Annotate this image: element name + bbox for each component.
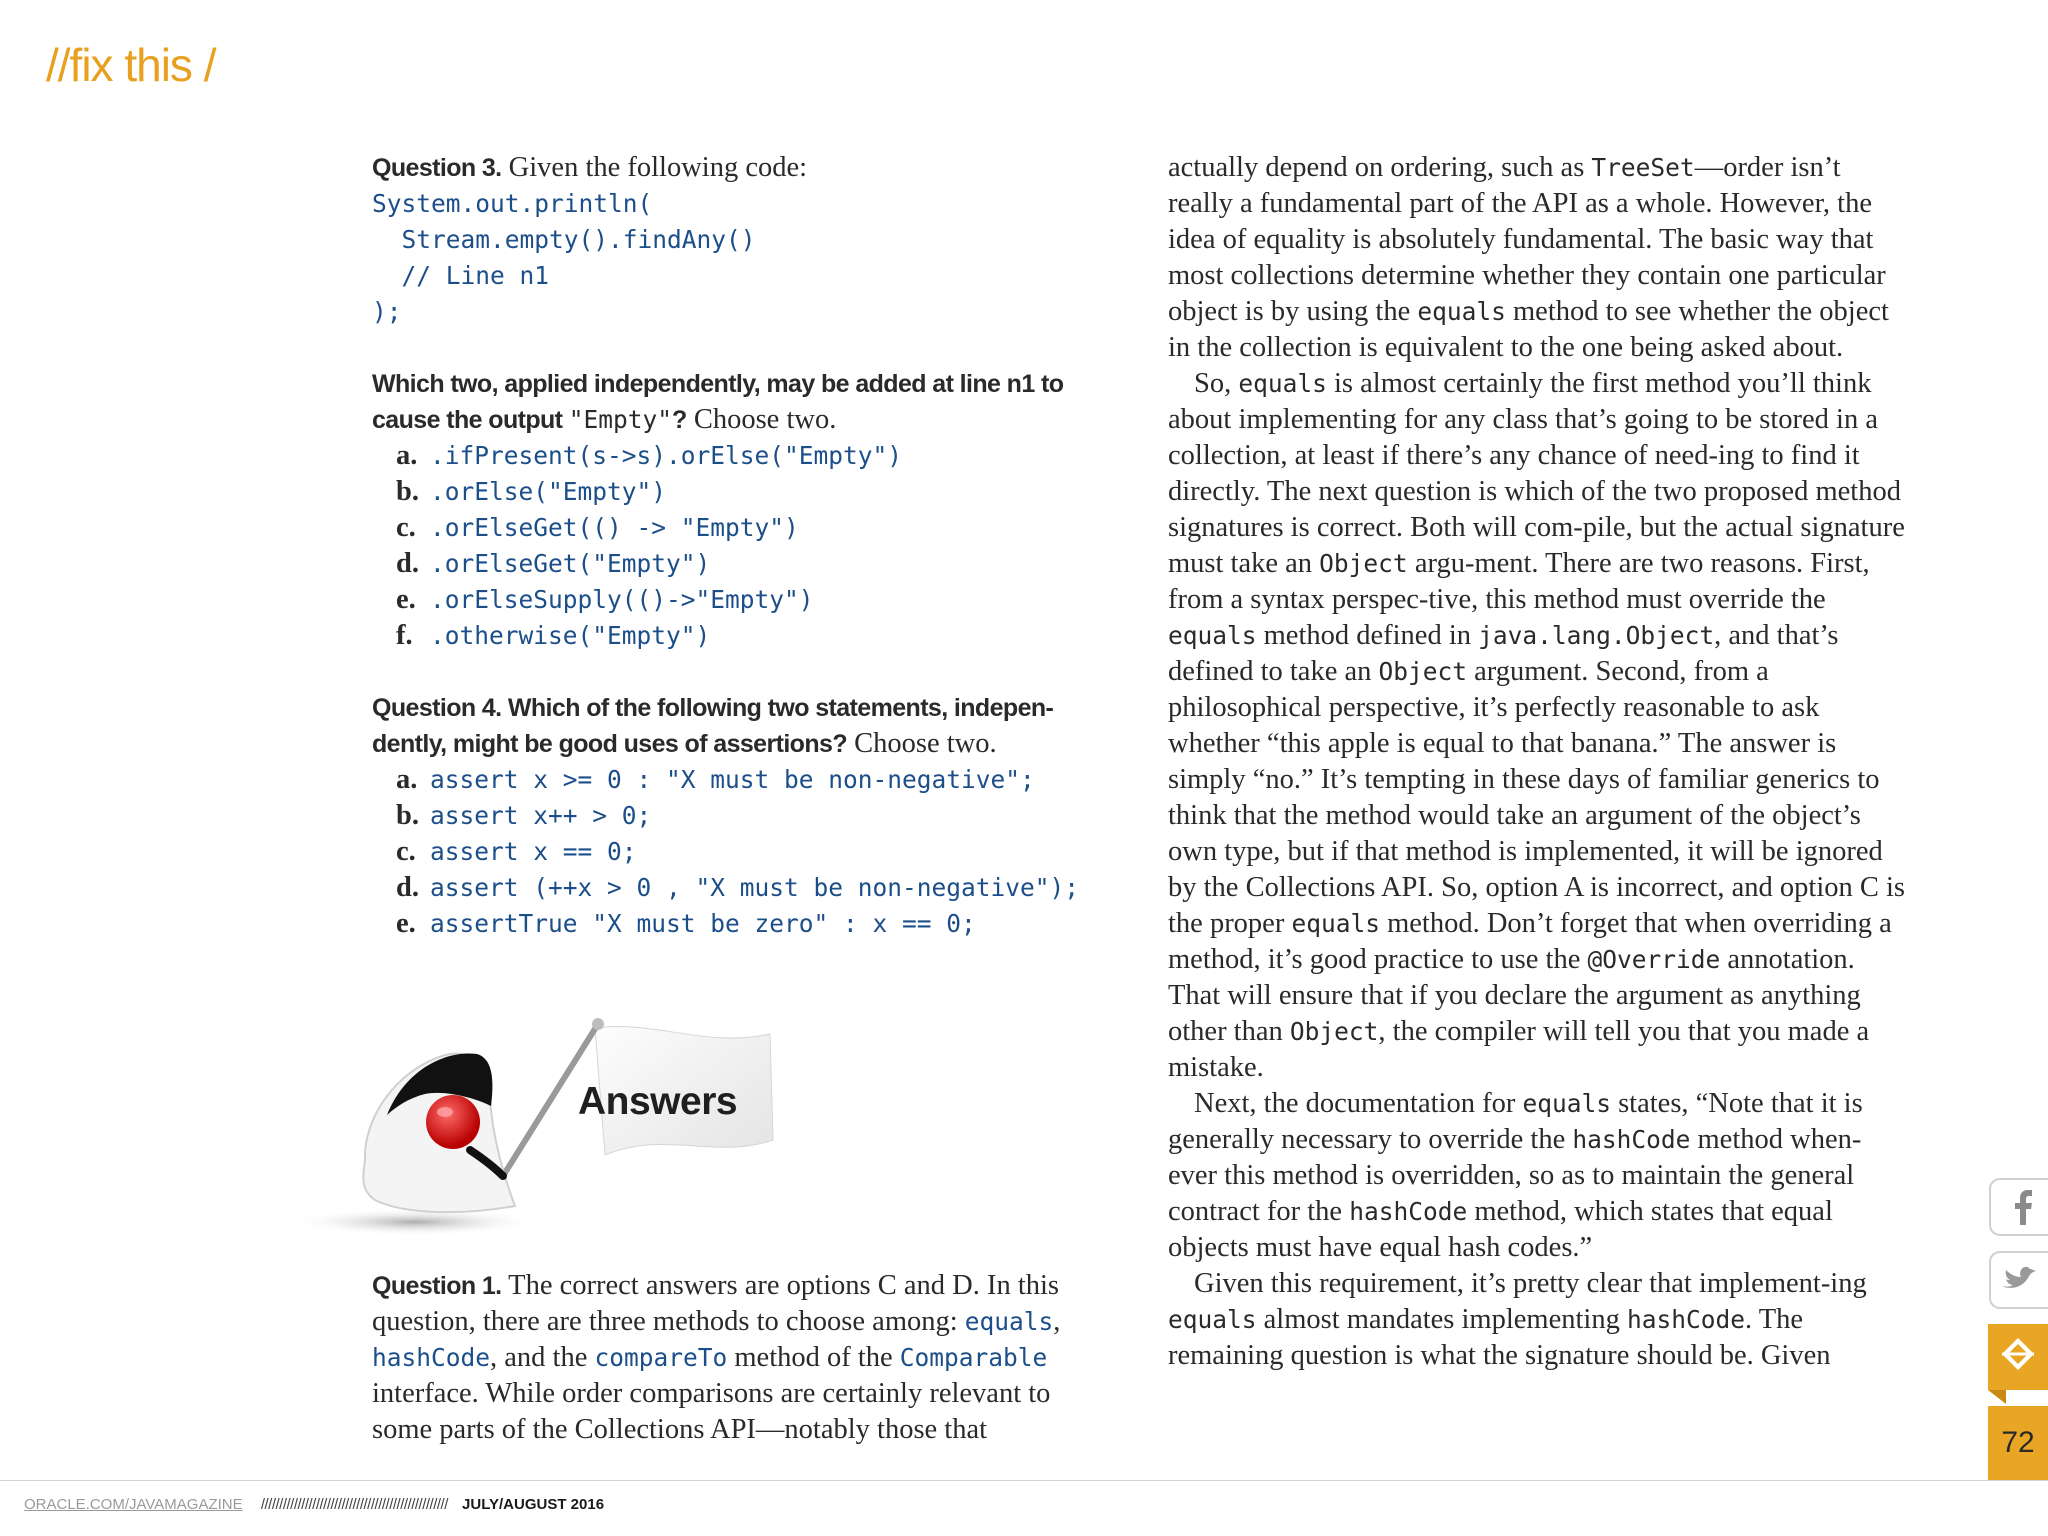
page-number: 72 [1988, 1406, 2048, 1480]
right-column [1168, 150, 1908, 1374]
footer-divider [0, 1480, 2048, 1481]
option-item: e. assertTrue "X must be zero" : x == 0; [396, 908, 976, 939]
option-item: e. .orElseSupply(()->"Empty") [396, 584, 814, 615]
footer-decoration: /////////////////////////////////////////////////// [260, 1496, 448, 1513]
bookmark-icon [1988, 1324, 2048, 1406]
paragraph: Next, the documentation for equals states, “Note that it is generally necessary to override the hashCode method when-ever this method is overridden, so as to maintain the general contract for the hashCode method, which states that equal objects must have equal hash codes.” [1168, 1088, 1863, 1263]
paragraph: actually depend on ordering, such as TreeSet—order isn’t really a fundamental part of the API as a whole. However, the idea of equality is absolutely fundamental. The basic way that most collections determine whether they contain one particular object is by using the equals method to see whether the object in the collection is equivalent to the one being asked about. [1168, 152, 1889, 363]
twitter-icon [1988, 1250, 2048, 1310]
magazine-link[interactable]: ORACLE.COM/JAVAMAGAZINE [24, 1496, 243, 1513]
issue-date: JULY/AUGUST 2016 [462, 1496, 605, 1513]
duke-mascot-answers-flag [305, 1010, 805, 1250]
paragraph: So, equals is almost certainly the first method you’ll think about implementing for any class that’s going to be stored in a collection, at least if there’s any chance of need-ing to find it directly. The next question is which of the two proposed method signatures is correct. Both will com-pile, but the actual signature must take an Object argu-ment. There are two reasons. First, from a syntax perspec-tive, this method must override the equals method defined in java.lang.Object, and that’s defined to take an Object argument. Second, from a philosophical perspective, it’s perfectly reasonable to ask whether “this apple is equal to that banana.” The answer is simply “no.” It’s tempting in these days of familiar generics to think that the method would take an argument of the object’s own type, but if that method is implemented, it will be ignored by the Collections API. So, option A is incorrect, and option C is the proper equals method. Don’t forget that when overriding a method, it’s good practice to use the @Override annotation. That will ensure that if you declare the argument as anything other than Object, the compiler will tell you that you made a mistake. [1168, 368, 1906, 1083]
facebook-share-button[interactable] [1988, 1177, 2048, 1237]
option-item: c. assert x == 0; [396, 836, 637, 867]
left-column [372, 150, 1112, 942]
bookmark-button[interactable] [1988, 1324, 2048, 1384]
question-4-prompt: Question 4. Which of the following two statements, indepen-dently, might be good uses of assertions? Choose two. [372, 694, 1054, 759]
option-item: f. .otherwise("Empty") [396, 620, 711, 651]
option-item: d. assert (++x > 0 , "X must be non-negative"); [396, 872, 1080, 903]
section-title: //fix this / [46, 39, 216, 91]
question-3-options [372, 438, 1112, 654]
option-item: d. .orElseGet("Empty") [396, 548, 711, 579]
question-3-code: System.out.println( Stream.empty().findAny() // Line n1 ); [372, 189, 756, 326]
option-item: a. .ifPresent(s->s).orElse("Empty") [396, 440, 903, 471]
footer [24, 1496, 604, 1513]
twitter-share-button[interactable] [1988, 1250, 2048, 1310]
option-item: a. assert x >= 0 : "X must be non-negative"; [396, 764, 1035, 795]
question-4-options [372, 762, 1112, 942]
facebook-icon [1988, 1177, 2048, 1237]
question-3-prompt: Which two, applied independently, may be added at line n1 to cause the output "Empty"? Choose two. [372, 370, 1064, 435]
question-3-heading: Question 3. Given the following code: [372, 152, 808, 183]
option-item: c. .orElseGet(() -> "Empty") [396, 512, 799, 543]
option-item: b. .orElse("Empty") [396, 476, 667, 507]
question-1-answer: Question 1. The correct answers are options C and D. In this question, there are three methods to choose among: equals, hashCode, and the compareTo method of the Comparable interface. While order comparisons are certainly relevant to some parts of the Collections API—notably those that [372, 1270, 1061, 1445]
answers-banner: Answers [578, 1080, 738, 1123]
paragraph: Given this requirement, it’s pretty clear that implement-ing equals almost mandates implementing hashCode. The remaining question is what the signature should be. Given [1168, 1268, 1867, 1371]
option-item: b. assert x++ > 0; [396, 800, 652, 831]
